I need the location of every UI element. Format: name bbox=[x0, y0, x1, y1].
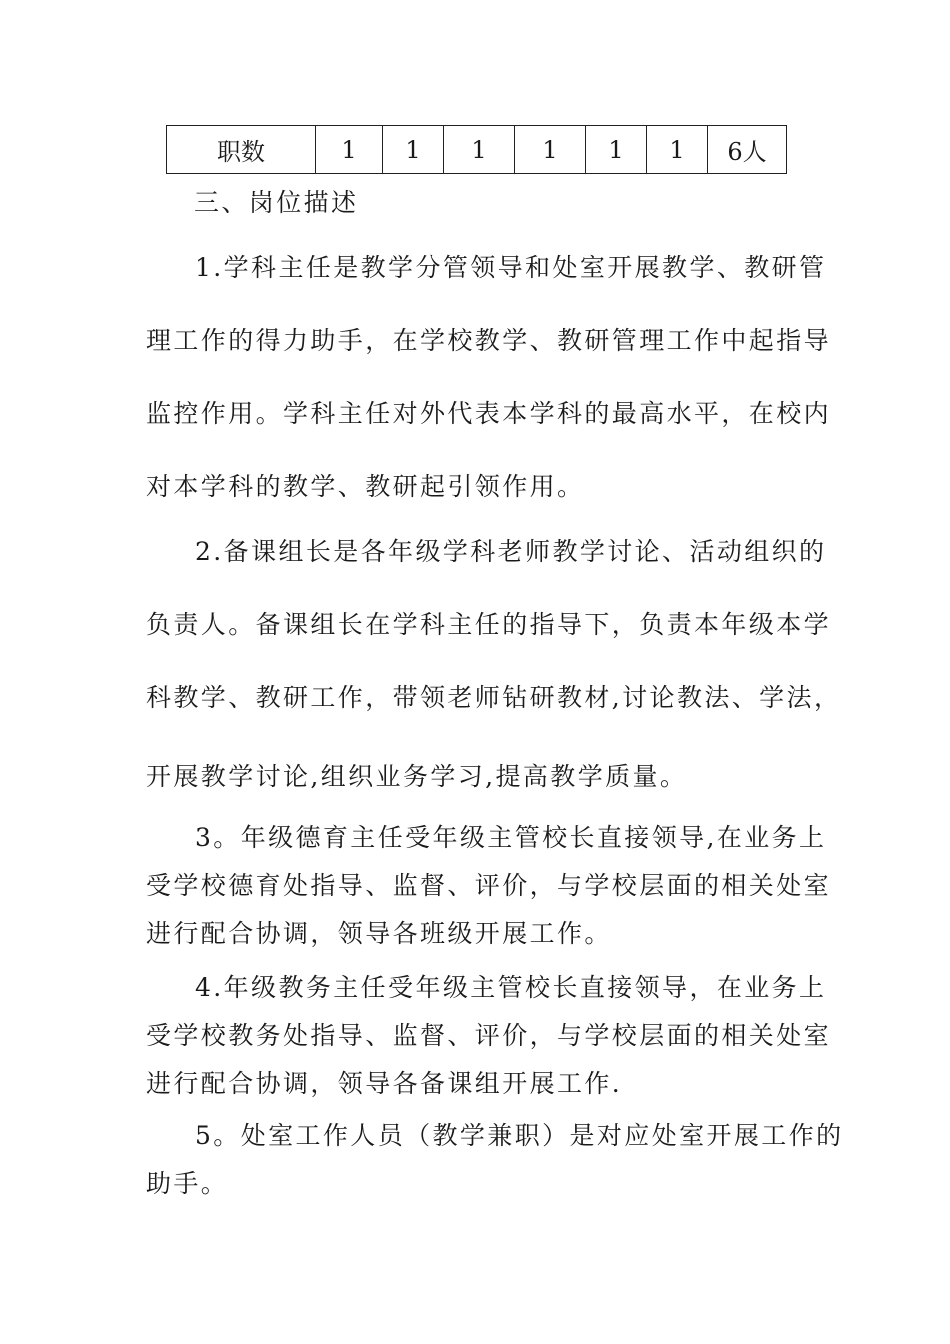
paragraph-1 bbox=[146, 249, 832, 505]
table-cell-total: 6人 bbox=[708, 126, 787, 174]
table-cell: 1 bbox=[647, 126, 708, 174]
paragraph-line: 负责人。备课组长在学科主任的指导下，负责本年级本学 bbox=[146, 610, 832, 639]
paragraph-line: 受学校教务处指导、监督、评价，与学校层面的相关处室 bbox=[146, 1021, 832, 1050]
paragraph-line: 进行配合协调，领导各班级开展工作。 bbox=[146, 919, 612, 948]
paragraph-2 bbox=[146, 533, 842, 795]
paragraph-line: 监控作用。学科主任对外代表本学科的最高水平，在校内 bbox=[146, 399, 832, 428]
paragraph-line: 进行配合协调，领导各备课组开展工作. bbox=[146, 1069, 623, 1098]
paragraph-line: 对本学科的教学、教研起引领作用。 bbox=[146, 472, 585, 501]
paragraph-line: 1.学科主任是教学分管领导和处室开展教学、教研管 bbox=[195, 253, 827, 282]
section-heading: 三、岗位描述 bbox=[194, 188, 359, 217]
table-cell: 1 bbox=[515, 126, 586, 174]
paragraph-line: 2.备课组长是各年级学科老师教学讨论、活动组织的 bbox=[195, 537, 827, 566]
table-row bbox=[167, 126, 787, 174]
paragraph-5 bbox=[146, 1117, 844, 1202]
table-cell: 1 bbox=[316, 126, 383, 174]
staffing-table bbox=[166, 125, 787, 174]
paragraph-line: 4.年级教务主任受年级主管校长直接领导，在业务上 bbox=[195, 973, 827, 1002]
paragraph-line: 开展教学讨论,组织业务学习,提高教学质量。 bbox=[146, 762, 688, 791]
paragraph-line: 助手。 bbox=[146, 1169, 229, 1198]
paragraph-line: 5。处室工作人员（教学兼职）是对应处室开展工作的 bbox=[195, 1121, 844, 1150]
table-cell: 1 bbox=[586, 126, 647, 174]
paragraph-line: 3。年级德育主任受年级主管校长直接领导,在业务上 bbox=[195, 823, 827, 852]
table-row-label: 职数 bbox=[167, 126, 316, 174]
paragraph-line: 科教学、教研工作，带领老师钻研教材,讨论教法、学法， bbox=[146, 683, 842, 712]
table-cell: 1 bbox=[444, 126, 515, 174]
paragraph-line: 理工作的得力助手，在学校教学、教研管理工作中起指导 bbox=[146, 326, 832, 355]
paragraph-line: 受学校德育处指导、监督、评价，与学校层面的相关处室 bbox=[146, 871, 832, 900]
paragraph-4 bbox=[146, 969, 832, 1102]
table-cell: 1 bbox=[383, 126, 444, 174]
paragraph-3 bbox=[146, 819, 832, 952]
